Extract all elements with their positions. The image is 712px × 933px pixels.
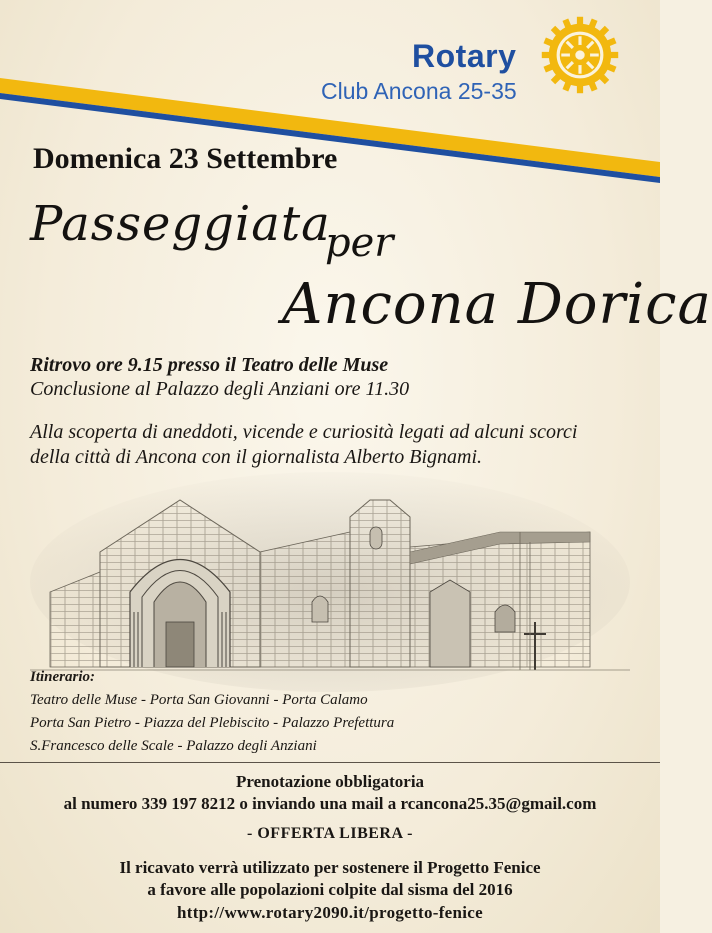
- itinerary-line: Porta San Pietro - Piazza del Plebiscito - Palazzo Prefettura: [30, 715, 395, 731]
- funding-note-line2: a favore alle popolazioni colpite dal sisma del 2016: [147, 880, 513, 899]
- rotary-wordmark: Rotary: [412, 38, 517, 74]
- project-url: http://www.rotary2090.it/progetto-fenice: [177, 903, 483, 922]
- itinerary-line: Teatro delle Muse - Porta San Giovanni - Porta Calamo: [30, 692, 368, 708]
- free-offer-label: - OFFERTA LIBERA -: [247, 825, 413, 842]
- itinerary-line: S.Francesco delle Scale - Palazzo degli Anziani: [30, 738, 317, 754]
- event-title-line1: Passeggiata: [30, 196, 331, 252]
- club-name: Club Ancona 25-35: [321, 78, 517, 104]
- event-date: Domenica 23 Settembre: [33, 142, 338, 175]
- itinerary-heading: Itinerario:: [30, 669, 96, 685]
- funding-note-line1: Il ricavato verrà utilizzato per sostenere il Progetto Fenice: [119, 858, 541, 877]
- meeting-point: Ritrovo ore 9.15 presso il Teatro delle Muse: [30, 354, 389, 376]
- church-illustration: [30, 472, 630, 682]
- rotary-wheel-icon: [541, 16, 619, 94]
- event-description: [30, 420, 630, 470]
- conclusion-info: Conclusione al Palazzo degli Anziani ore 11.30: [30, 378, 410, 400]
- description-line: Alla scoperta di aneddoti, vicende e curiosità legati ad alcuni scorci: [30, 421, 578, 443]
- booking-title: Prenotazione obbligatoria: [235, 772, 425, 791]
- booking-contact: al numero 339 197 8212 o inviando una mail a rcancona25.35@gmail.com: [63, 794, 597, 813]
- event-title-line2: per: [325, 220, 394, 266]
- event-title-line3: Ancona Dorica: [282, 272, 712, 337]
- description-line: della città di Ancona con il giornalista Alberto Bignami.: [30, 446, 483, 468]
- section-divider: [0, 762, 660, 763]
